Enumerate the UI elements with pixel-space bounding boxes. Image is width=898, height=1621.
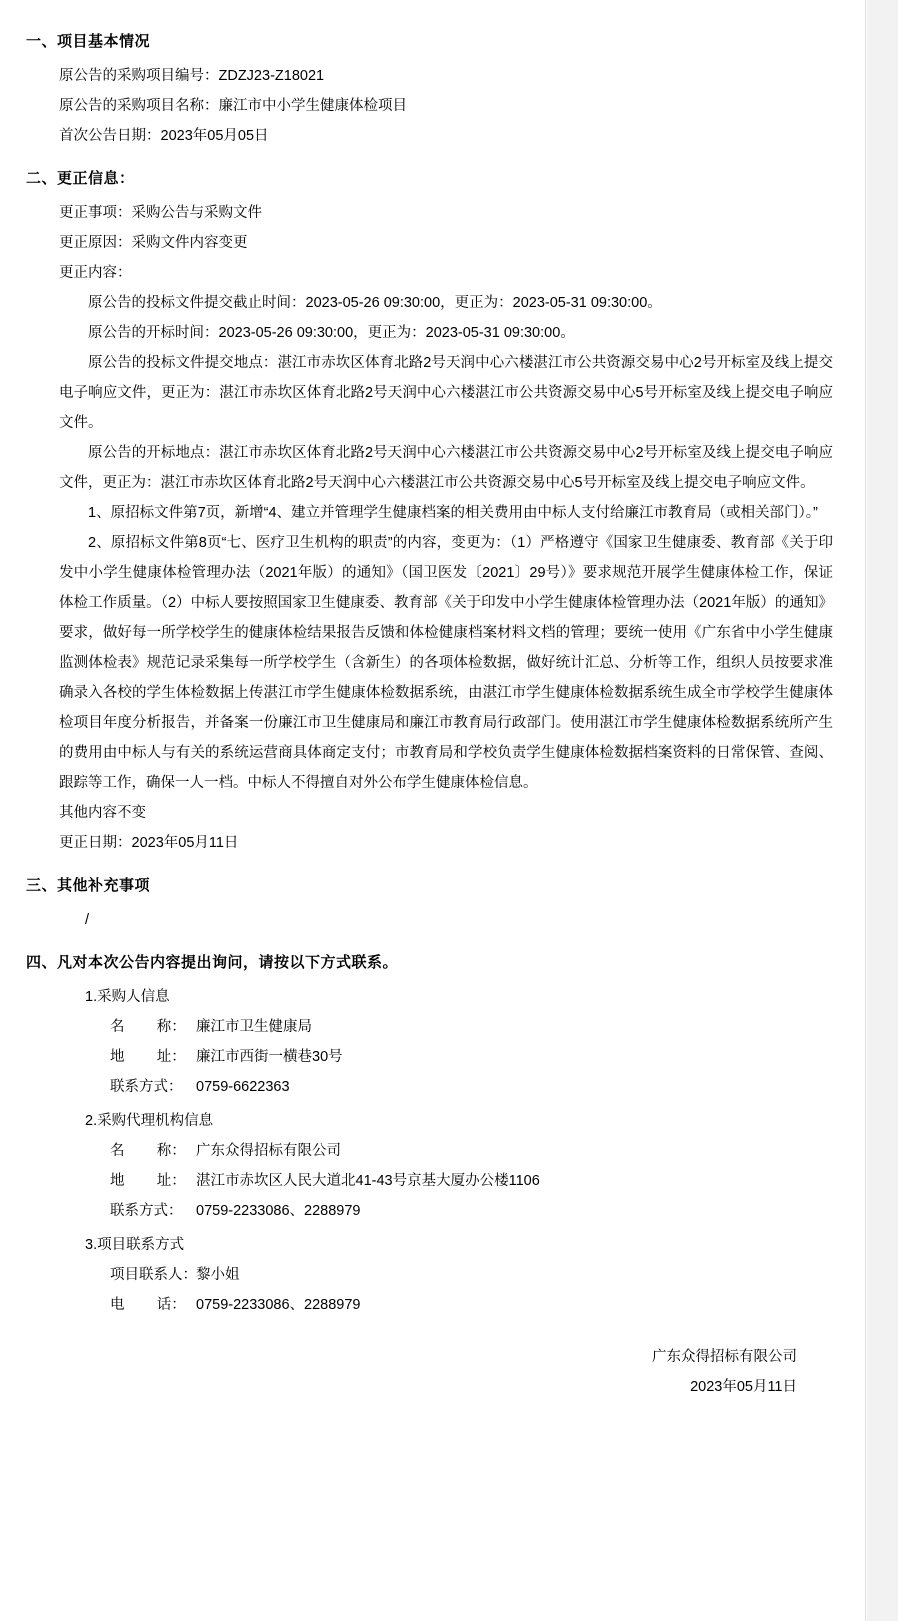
correction-paragraph-submission-place: 原公告的投标文件提交地点：湛江市赤坎区体育北路2号天润中心六楼湛江市公共资源交易中心2号开标室及线上提交电子响应文件，更正为：湛江市赤坎区体育北路2号天润中心六楼湛江市公共资源交易中心5号开标室及线上提交电子响应文件。: [59, 355, 833, 431]
contact-group-project: [26, 1230, 833, 1320]
correction-paragraph-deadline: 原公告的投标文件提交截止时间：2023-05-26 09:30:00，更正为：2023-05-31 09:30:00。: [88, 295, 662, 311]
basic-line-project-name: 原公告的采购项目名称：廉江市中小学生健康体检项目: [59, 98, 407, 114]
contact-row: [110, 1260, 833, 1290]
contact-group-purchaser: [26, 982, 833, 1102]
page-right-gutter: [867, 0, 898, 1621]
contact-value: 0759-2233086、2288979: [196, 1203, 361, 1219]
supplement-content: /: [85, 912, 90, 928]
contact-label: 名 称：: [110, 1019, 186, 1035]
contact-group-title: 2.采购代理机构信息: [85, 1113, 214, 1129]
contact-label: 名 称：: [110, 1143, 186, 1159]
contact-value: 廉江市卫生健康局: [196, 1019, 312, 1035]
contact-label: 地 址：: [110, 1049, 186, 1065]
contact-value: 湛江市赤坎区人民大道北41-43号京基大厦办公楼1106: [196, 1173, 540, 1189]
basic-line-project-number: 原公告的采购项目编号：ZDZJ23-Z18021: [59, 68, 325, 84]
correction-paragraph-opening-place: 原公告的开标地点：湛江市赤坎区体育北路2号天润中心六楼湛江市公共资源交易中心2号开标室及线上提交电子响应文件，更正为：湛江市赤坎区体育北路2号天润中心六楼湛江市公共资源交易中心5号开标室及线上提交电子响应文件。: [59, 445, 833, 491]
section-heading-correction: 二、更正信息：: [26, 170, 135, 187]
contact-row: [110, 1196, 833, 1226]
contact-row: [110, 1290, 833, 1320]
document-footer: [26, 1342, 833, 1402]
contact-value: 黎小姐: [196, 1267, 240, 1283]
contact-label: 项目联系人：: [110, 1267, 197, 1283]
correction-reason: 更正原因：采购文件内容变更: [59, 235, 248, 251]
correction-item: 更正事项：采购公告与采购文件: [59, 205, 262, 221]
contact-row: [110, 1166, 833, 1196]
correction-date: 更正日期：2023年05月11日: [59, 835, 239, 851]
section-heading-basic: 一、项目基本情况: [26, 33, 151, 50]
correction-paragraph-item-1: 1、原招标文件第7页，新增“4、建立并管理学生健康档案的相关费用由中标人支付给廉江市教育局（或相关部门）。”: [88, 505, 818, 521]
basic-line-first-announcement-date: 首次公告日期：2023年05月05日: [59, 128, 269, 144]
footer-company: 广东众得招标有限公司: [652, 1349, 797, 1365]
section-heading-supplement: 三、其他补充事项: [26, 877, 151, 894]
correction-paragraph-bid-opening-time: 原公告的开标时间：2023-05-26 09:30:00，更正为：2023-05-31 09:30:00。: [88, 325, 575, 341]
contact-label: 电 话：: [110, 1297, 186, 1313]
contact-group-title: 3.项目联系方式: [85, 1237, 185, 1253]
contact-row: [110, 1072, 833, 1102]
contact-label: 联系方式：: [110, 1203, 183, 1219]
contact-value: 广东众得招标有限公司: [196, 1143, 341, 1159]
correction-content-label: 更正内容：: [59, 265, 132, 281]
contact-group-agency: [26, 1106, 833, 1226]
contact-row: [110, 1042, 833, 1072]
contact-group-title: 1.采购人信息: [85, 989, 170, 1005]
contact-value: 0759-6622363: [196, 1079, 290, 1095]
contact-label: 联系方式：: [110, 1079, 183, 1095]
section-heading-inquiry: 四、凡对本次公告内容提出询问，请按以下方式联系。: [26, 954, 399, 971]
footer-date: 2023年05月11日: [690, 1379, 797, 1395]
correction-others-unchanged: 其他内容不变: [59, 805, 146, 821]
contact-row: [110, 1012, 833, 1042]
contact-value: 0759-2233086、2288979: [196, 1297, 361, 1313]
contact-value: 廉江市西街一横巷30号: [196, 1049, 343, 1065]
correction-paragraph-item-2: 2、原招标文件第8页“七、医疗卫生机构的职责”的内容，变更为：（1）严格遵守《国家卫生健康委、教育部《关于印发中小学生健康体检管理办法（2021年版）的通知》（国卫医发〔2021〕29号）》要求规范开展学生健康体检工作，保证体检工作质量。（2）中标人要按照国家卫生健康委、教育部《关于印发中小学生健康体检管理办法（2021年版）的通知》要求，做好每一所学校学生的健康体检结果报告反馈和体检健康档案材料文档的管理；要统一使用《广东省中小学生健康监测体检表》规范记录采集每一所学校学生（含新生）的各项体检数据，做好统计汇总、分析等工作，组织人员按要求准确录入各校的学生体检数据上传湛江市学生健康体检数据系统，由湛江市学生健康体检数据系统生成全市学校学生健康体检项目年度分析报告，并备案一份廉江市卫生健康局和廉江市教育局行政部门。使用湛江市学生健康体检数据系统所产生的费用由中标人与有关的系统运营商具体商定支付；市教育局和学校负责学生健康体检数据档案资料的日常保管、查阅、跟踪等工作，确保一人一档。中标人不得擅自对外公布学生健康体检信息。: [59, 535, 833, 791]
contact-label: 地 址：: [110, 1173, 186, 1189]
contact-row: [110, 1136, 833, 1166]
